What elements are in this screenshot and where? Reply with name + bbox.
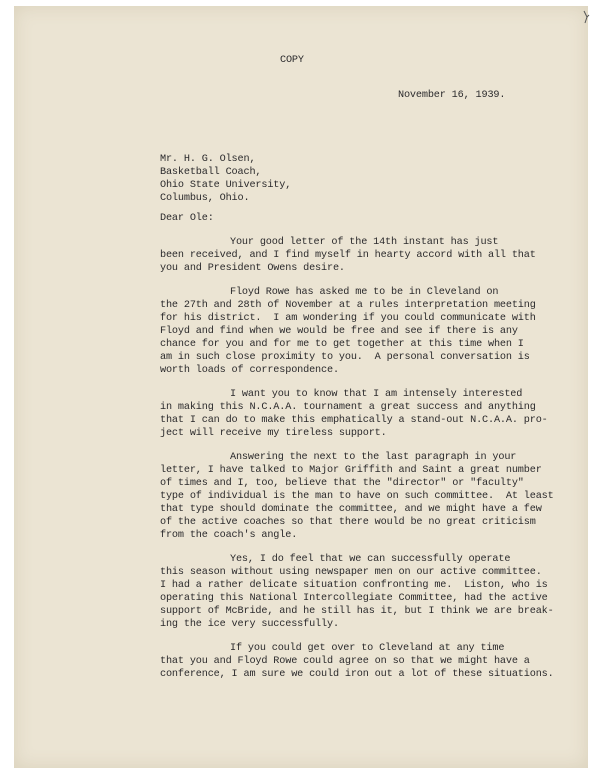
body-line: Answering the next to the last paragraph in your [230,452,517,463]
body-line: I want you to know that I am intensely interested [230,389,523,400]
address-line: Columbus, Ohio. [160,193,250,204]
body-line: I had a rather delicate situation confronting me. Liston, who is [160,580,548,591]
body-line: of the active coaches so that there would be no great criticism [160,517,536,528]
body-line: chance for you and for me to get together at this time when I [160,339,524,350]
copy-label: COPY [280,55,304,66]
address-line: Mr. H. G. Olsen, [160,154,256,165]
body-line: ing the ice very successfully. [160,619,339,630]
body-line: you and President Owens desire. [160,263,345,274]
salutation: Dear Ole: [160,213,214,224]
body-line: support of McBride, and he still has it, but I think we are break- [160,606,554,617]
body-line: this season without using newspaper men on our active committee. [160,567,542,578]
body-line: Floyd and find when we would be free and see if there is any [160,326,518,337]
address-line: Ohio State University, [160,180,292,191]
address-line: Basketball Coach, [160,167,262,178]
body-line: of times and I, too, believe that the "director" or "faculty" [160,478,524,489]
letter-date: November 16, 1939. [398,90,506,101]
body-line: letter, I have talked to Major Griffith and Saint a great number [160,465,542,476]
body-line: operating this National Intercollegiate Committee, had the active [160,593,548,604]
body-line: in making this N.C.A.A. tournament a great success and anything [160,402,536,413]
body-line: am in such close proximity to you. A personal conversation is [160,352,530,363]
body-line: Your good letter of the 14th instant has just [230,237,499,248]
body-line: that type should dominate the committee, and we might have a few [160,504,542,515]
body-line: type of individual is the man to have on such committee. At least [160,491,554,502]
body-line: ject will receive my tireless support. [160,428,387,439]
body-line: the 27th and 28th of November at a rules interpretation meeting [160,300,536,311]
corner-pencil-mark [582,10,590,24]
body-line: from the coach's angle. [160,530,298,541]
body-line: for his district. I am wondering if you could communicate with [160,313,536,324]
body-line: been received, and I find myself in hearty accord with all that [160,250,536,261]
body-line: Floyd Rowe has asked me to be in Cleveland on [230,287,499,298]
body-line: If you could get over to Cleveland at any time [230,643,505,654]
body-line: worth loads of correspondence. [160,365,339,376]
body-line: that you and Floyd Rowe could agree on so that we might have a [160,656,530,667]
body-line: Yes, I do feel that we can successfully operate [230,554,511,565]
body-line: conference, I am sure we could iron out a lot of these situations. [160,669,554,680]
body-line: that I can do to make this emphatically a stand-out N.C.A.A. pro- [160,415,548,426]
